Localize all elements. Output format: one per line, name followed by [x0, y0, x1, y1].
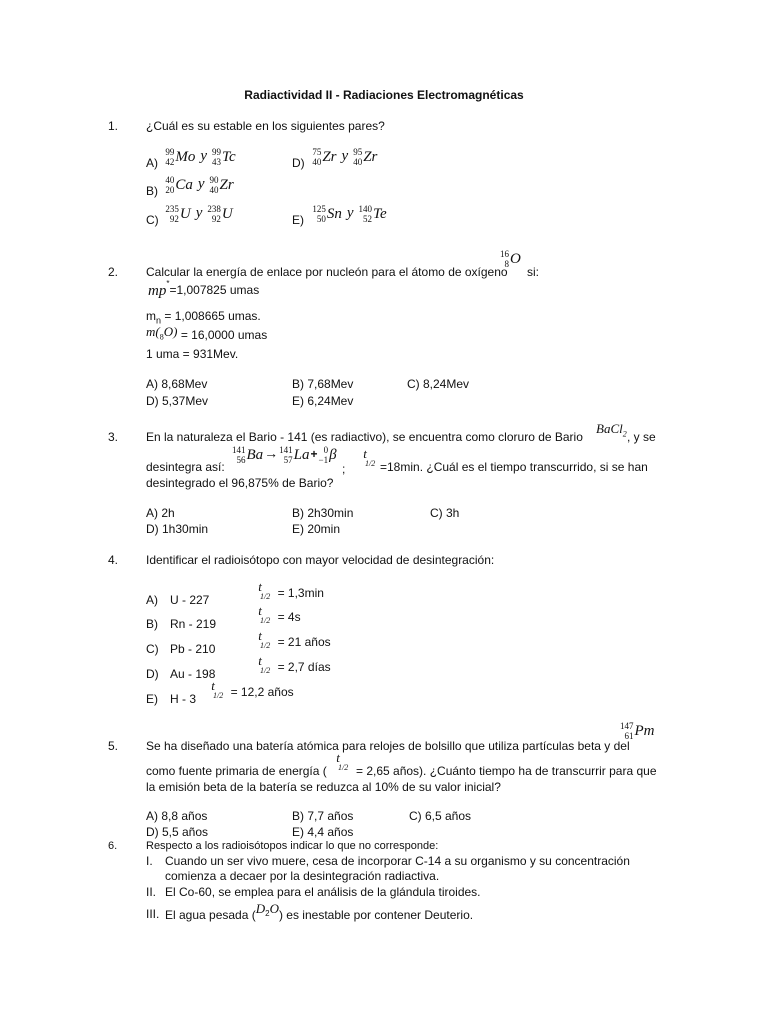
q4-half-life-a: t 1/2 = 1,3min — [258, 579, 324, 601]
question-6-number: 6. — [108, 840, 118, 852]
q1-option-d: D) 75 40 Zr y 95 40 Zr — [292, 147, 378, 170]
q4-option-c: C) Pb - 210 — [146, 642, 216, 656]
question-5-number: 5. — [108, 739, 119, 753]
question-3-line-3: desintegrado el 96,875% de Bario? — [146, 476, 334, 490]
question-3-number: 3. — [108, 430, 119, 444]
question-3-line-1: En la naturaleza el Bario - 141 (es radiactivo), se encuentra como cloruro de Bario — [146, 430, 583, 444]
q4-option-e: E) H - 3 — [146, 692, 197, 706]
q2-option-b: B) 7,68Mev — [292, 377, 354, 391]
question-2-si: si: — [527, 265, 539, 279]
q4-half-life-d: t 1/2 = 2,7 días — [258, 653, 331, 675]
q3-option-e: E) 20min — [292, 522, 341, 536]
q6-item-2-text: El Co-60, se emplea para el análisis de la glándula tiroides. — [165, 885, 481, 899]
q2-option-e: E) 6,24Mev — [292, 394, 354, 408]
q6-item-1-line-2: comienza a decaer por la desintegración radiactiva. — [165, 869, 440, 883]
q6-item-1-line-1: Cuando un ser vivo muere, cesa de incorporar C-14 a su organismo y su concentración — [165, 854, 630, 868]
q2-option-a: A) 8,68Mev — [146, 377, 208, 391]
q6-item-3-label: III. — [146, 907, 160, 921]
q4-half-life-c: t 1/2 = 21 años — [258, 628, 331, 650]
decay-equation: 141 56 Ba → 141 57 La + 0 −1 β — [232, 445, 337, 465]
q5-option-c: C) 6,5 años — [409, 809, 472, 823]
q3-option-b: B) 2h30min — [292, 506, 354, 520]
promethium-nuclide: 147 61 Pm — [620, 721, 655, 741]
half-life-symbol: t 1/2 — [363, 446, 376, 468]
page-title: Radiactividad II - Radiaciones Electromagnéticas — [244, 88, 524, 102]
q5-option-e: E) 4,4 años — [292, 825, 354, 839]
q4-half-life-e: t 1/2 = 12,2 años — [211, 678, 294, 700]
q6-item-1-label: I. — [146, 854, 153, 868]
q1-option-c: C) 235 92 U y 238 92 U — [146, 204, 233, 227]
question-3-line-2-end: =18min. ¿Cuál es el tiempo transcurrido, si se han — [380, 460, 648, 474]
q4-option-b: B) Rn - 219 — [146, 617, 217, 631]
question-4-text: Identificar el radioisótopo con mayor velocidad de desintegración: — [146, 553, 495, 567]
bacl2-formula: BaCl$_2$ — [596, 421, 627, 439]
q4-half-life-b: t 1/2 = 4s — [258, 603, 301, 625]
question-5-line-3: la emisión beta de la batería se reduzca al 10% de su valor inicial? — [146, 780, 501, 794]
q4-option-d: D) Au - 198 — [146, 667, 216, 681]
q5-option-a: A) 8,8 años — [146, 809, 208, 823]
q6-item-2-label: II. — [146, 885, 157, 899]
neutron-mass: $m_n = 1,008665$ umas. — [146, 309, 261, 326]
uma-conversion: 1 uma = 931Mev. — [146, 347, 239, 361]
oxygen-nuclide: 16 8 O — [500, 249, 521, 269]
question-6-text: Respecto a los radioisótopos indicar lo que no corresponde: — [146, 840, 439, 852]
q3-option-d: D) 1h30min — [146, 522, 209, 536]
q5-option-d: D) 5,5 años — [146, 825, 209, 839]
question-1-number: 1. — [108, 119, 119, 133]
q1-option-e: E) 125 50 Sn y 140 52 Te — [292, 204, 387, 227]
q1-option-a: A) 99 42 Mo y 99 43 Tc — [146, 147, 236, 170]
question-1-text: ¿Cuál es su estable en los siguientes pares? — [146, 119, 385, 133]
question-5-line-1: Se ha diseñado una batería atómica para relojes de bolsillo que utiliza partículas beta y del — [146, 739, 630, 753]
question-3-semicolon: ; — [342, 462, 346, 476]
question-5-line-2-end: = 2,65 años). ¿Cuánto tiempo ha de transcurrir para que — [356, 764, 657, 778]
q6-item-3-text: El agua pesada $(D_2O)$ es inestable por contener Deuterio. — [165, 901, 474, 922]
q5-option-b: B) 7,7 años — [292, 809, 354, 823]
question-2-text: Calcular la energía de enlace por nucleón para el átomo de oxígeno — [146, 265, 508, 279]
q4-option-a: A) U - 227 — [146, 593, 210, 607]
proton-mass: mp*=1,007825 umas — [148, 279, 260, 299]
q2-option-d: D) 5,37Mev — [146, 394, 209, 408]
q5-half-life: t 1/2 — [336, 750, 349, 772]
q1-option-b: B) 40 20 Ca y 90 40 Zr — [146, 175, 234, 198]
q2-option-c: C) 8,24Mev — [407, 377, 470, 391]
question-5-line-2-start: como fuente primaria de energía ( — [146, 764, 327, 778]
question-3-line-1-end: , y se — [627, 430, 656, 444]
oxygen-mass: $m(_8O) = 16,0000$ umas — [146, 324, 268, 342]
question-3-line-2-start: desintegra así: — [146, 460, 225, 474]
q3-option-a: A) 2h — [146, 506, 175, 520]
q3-option-c: C) 3h — [430, 506, 460, 520]
question-4-number: 4. — [108, 553, 119, 567]
question-2-number: 2. — [108, 265, 119, 279]
